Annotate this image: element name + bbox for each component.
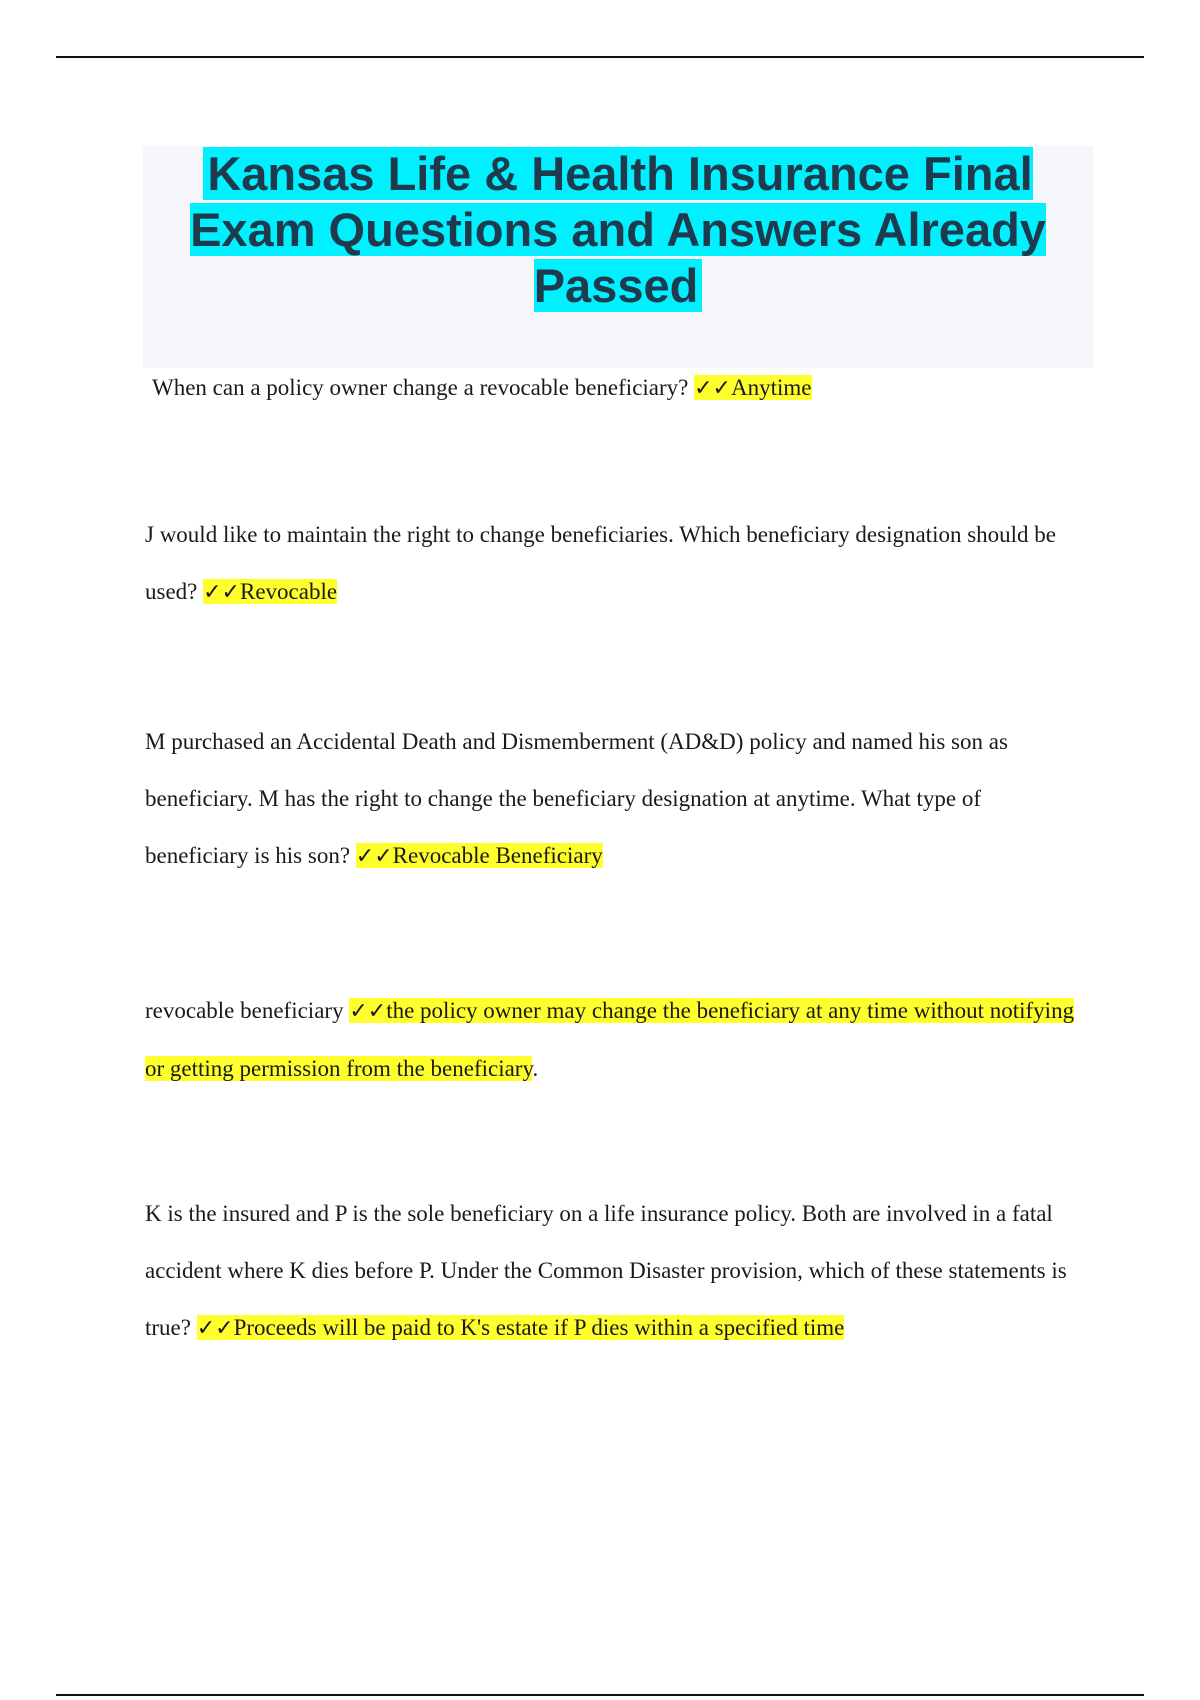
check-icon: ✓✓ xyxy=(694,376,731,401)
qa-item-4 xyxy=(145,982,1085,1097)
answer-text: Anytime xyxy=(731,375,812,400)
question-text: M purchased an Accidental Death and Dismemberment (AD&D) policy and named his son as beneficiary. M has the right to change the beneficiary designation at anytime. What type of beneficiary is his son? xyxy=(145,729,1008,868)
top-rule xyxy=(56,56,1144,58)
qa-item-2 xyxy=(145,506,1085,621)
answer-highlight xyxy=(203,579,337,604)
qa-item-1 xyxy=(152,359,1092,417)
check-icon: ✓✓ xyxy=(203,580,240,605)
question-text: revocable beneficiary xyxy=(145,998,344,1023)
check-icon: ✓✓ xyxy=(196,1316,234,1341)
answer-text: Revocable Beneficiary xyxy=(392,843,603,868)
qa-item-5 xyxy=(145,1185,1085,1357)
answer-text: Revocable xyxy=(240,579,338,604)
question-text: When can a policy owner change a revocable beneficiary? xyxy=(152,375,689,400)
check-icon: ✓✓ xyxy=(349,999,387,1024)
qa-item-3 xyxy=(145,713,1085,885)
answer-highlight xyxy=(197,1315,845,1340)
question-text: K is the insured and P is the sole beneficiary on a life insurance policy. Both are involved in a fatal accident where K dies before P. Under the Common Disaster provision, which of these statements is true? xyxy=(145,1201,1067,1340)
answer-highlight xyxy=(694,375,811,400)
question-text: J would like to maintain the right to change beneficiaries. Which beneficiary designation should be used? xyxy=(145,522,1057,604)
title-box xyxy=(143,146,1093,368)
page-title xyxy=(143,146,1093,314)
trailing-period: . xyxy=(532,1056,539,1081)
answer-text: the policy owner may change the beneficiary at any time without notifying or getting permission from the beneficiary xyxy=(145,998,1075,1081)
bottom-rule xyxy=(56,1694,1144,1696)
title-highlight: Kansas Life & Health Insurance Final Exam Questions and Answers Already Passed xyxy=(190,147,1046,312)
answer-text: Proceeds will be paid to K's estate if P dies within a specified time xyxy=(233,1315,845,1340)
answer-highlight xyxy=(356,843,603,868)
check-icon: ✓✓ xyxy=(355,844,393,869)
